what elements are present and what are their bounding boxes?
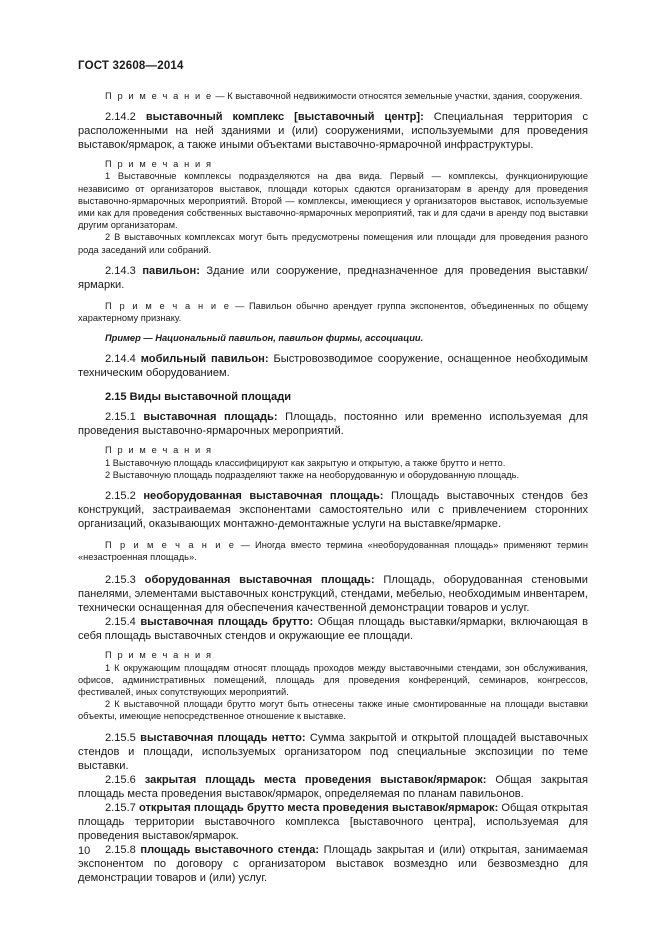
term-name: выставочная площадь: <box>143 411 278 424</box>
term-name: павильон: <box>142 264 200 277</box>
note-item: 1 Выставочные комплексы подразделяются на два вида. Первый — комплексы, функционирующие независимо от организаторов выставок, площади которых сдаются организаторам в аренду для проведения выставочно-ярмарочных мероприятий. Второй — комплексы, имеющиеся у организаторов выставок, используемые ими как для проведения собственных выставочно-ярмарочных мероприятий, так и для сдачи в аренду под выставки другим организаторам. <box>78 171 588 231</box>
document-body <box>78 90 588 885</box>
note-item: 1 Выставочную площадь классифицируют как закрытую и открытую, а также брутто и нетто. <box>105 457 506 468</box>
term-number: 2.15.3 <box>105 574 145 587</box>
notes-label: П р и м е ч а н и я <box>105 650 213 661</box>
term-definition: Общая открытая площадь территории выставочного комплекса [выставочного центра], используемая для проведения выставок/ярмарок. <box>78 801 588 842</box>
note-text: — Иногда вместо термина «необорудованная площадь» применяют термин «незастроенная площадь». <box>78 540 588 563</box>
term-name: открытая площадь брутто места проведения выставок/ярмарок: <box>138 801 499 814</box>
term-definition: Общая закрытая площадь места проведения выставок/ярмарок, определяемая по планам павильонов. <box>78 773 588 800</box>
term-2-15-2 <box>78 489 588 531</box>
term-2-15-5 <box>78 731 588 773</box>
notes-label: П р и м е ч а н и я <box>105 159 213 170</box>
example: Пример — Национальный павильон, павильон фирмы, ассоциации. <box>105 333 424 344</box>
term-number: 2.15.7 <box>105 801 139 814</box>
note-label: П р и м е ч а н и е <box>105 91 213 101</box>
page-number: 10 <box>78 845 91 857</box>
note <box>78 90 588 102</box>
term-number: 2.14.4 <box>105 353 141 366</box>
term-2-14-2 <box>78 110 588 152</box>
note-text: — К выставочной недвижимости относятся земельные участки, здания, сооружения. <box>212 91 583 101</box>
term-name: площадь выставочного стенда: <box>140 843 320 856</box>
term-2-14-3 <box>78 264 588 292</box>
term-number: 2.15.1 <box>105 411 144 424</box>
term-name: необорудованная выставочная площадь: <box>143 490 384 503</box>
term-definition: Здание или сооружение, предназначенное для проведения выставки/ярмарки. <box>78 264 588 291</box>
term-2-15-8 <box>78 843 588 885</box>
term-definition: Площадь, постоянно или временно используемая для проведения выставочно-ярмарочных мероприятий. <box>78 411 588 438</box>
term-name: мобильный павильон: <box>140 353 269 366</box>
term-name: оборудованная выставочная площадь: <box>144 574 375 587</box>
section-heading: 2.15 Виды выставочной площади <box>105 391 292 404</box>
term-definition: Площадь выставочных стендов без конструкций, застраиваемая экспонентами самостоятельно или с привлечением сторонних организаций, оказывающих монтажно-демонтажные услуги на выставке/ярмарке. <box>78 490 588 531</box>
term-name: выставочная площадь брутто: <box>140 616 314 629</box>
document-header: ГОСТ 32608—2014 <box>78 60 184 72</box>
term-definition: Площадь закрытая и (или) открытая, занимаемая экспонентом по договору с организатором выставок возмездно или безвозмездно для демонстрации товаров и (или) услуг. <box>78 843 588 884</box>
term-2-14-4 <box>78 352 588 380</box>
term-2-15-7 <box>78 801 588 843</box>
term-2-15-6 <box>78 773 588 801</box>
note <box>78 300 588 324</box>
term-number: 2.15.5 <box>105 731 141 744</box>
term-name: выставочная площадь нетто: <box>140 731 306 744</box>
note-item: 2 Выставочную площадь подразделяют также на необорудованную и оборудованную площадь. <box>105 469 520 480</box>
term-number: 2.15.8 <box>105 843 141 856</box>
term-number: 2.15.6 <box>105 773 145 786</box>
term-2-15-1 <box>78 410 588 438</box>
term-number: 2.14.3 <box>105 264 143 277</box>
term-definition: Быстровозводимое сооружение, оснащенное необходимым техническим оборудованием. <box>78 353 588 380</box>
term-2-15-3 <box>78 573 588 615</box>
term-number: 2.15.4 <box>105 616 141 629</box>
term-definition: Площадь, оборудованная стеновыми панелями, элементами выставочных конструкций, стендами, мебелью, необходимым инвентарем, технически оснащенная для обеспечения качественной демонстрации товаров и услуг. <box>78 574 588 615</box>
term-definition: Сумма закрытой и открытой площадей выставочных стендов и площади, используемых организатором под специальные экспозиции по теме выставки. <box>78 731 588 772</box>
note-label: П р и м е ч а н и е <box>105 540 236 551</box>
term-2-15-4 <box>78 615 588 643</box>
note-text: — Павильон обычно арендует группа экспонентов, объединенных по общему характерному признаку. <box>78 300 588 324</box>
note-item: 1 К окружающим площадям относят площадь проходов между выставочными стендами, зон обслуживания, офисов, административных помещений, площадь для проведения конференций, семинаров, конгрессов, фестивалей, иных сопутствующих мероприятий. <box>78 662 588 698</box>
note <box>78 539 588 563</box>
term-number: 2.14.2 <box>105 111 146 124</box>
note-item: 2 К выставочной площади брутто могут быть отнесены также иные смонтированные на площади выставки объекты, имеющие непосредственное отношение к выставке. <box>78 699 588 722</box>
term-name: закрытая площадь места проведения выставок/ярмарок: <box>144 773 487 786</box>
note-item: 2 В выставочных комплексах могут быть предусмотрены помещения или площади для проведения разного рода заседаний или собраний. <box>78 232 588 255</box>
note-label: П р и м е ч а н и е <box>105 300 231 311</box>
notes-label: П р и м е ч а н и я <box>105 445 213 456</box>
term-definition: Специальная территория с расположенными на ней зданиями и (или) сооружениями, используемыми для проведения выставок/ярмарок, а также иными объектами выставочно-ярмарочной инфраструктуры. <box>78 111 588 152</box>
term-definition: Общая площадь выставки/ярмарки, включающая в себя площадь выставочных стендов и окружающие ее площади. <box>78 616 589 643</box>
term-number: 2.15.2 <box>105 490 144 503</box>
term-name: выставочный комплекс [выставочный центр]: <box>145 111 424 124</box>
